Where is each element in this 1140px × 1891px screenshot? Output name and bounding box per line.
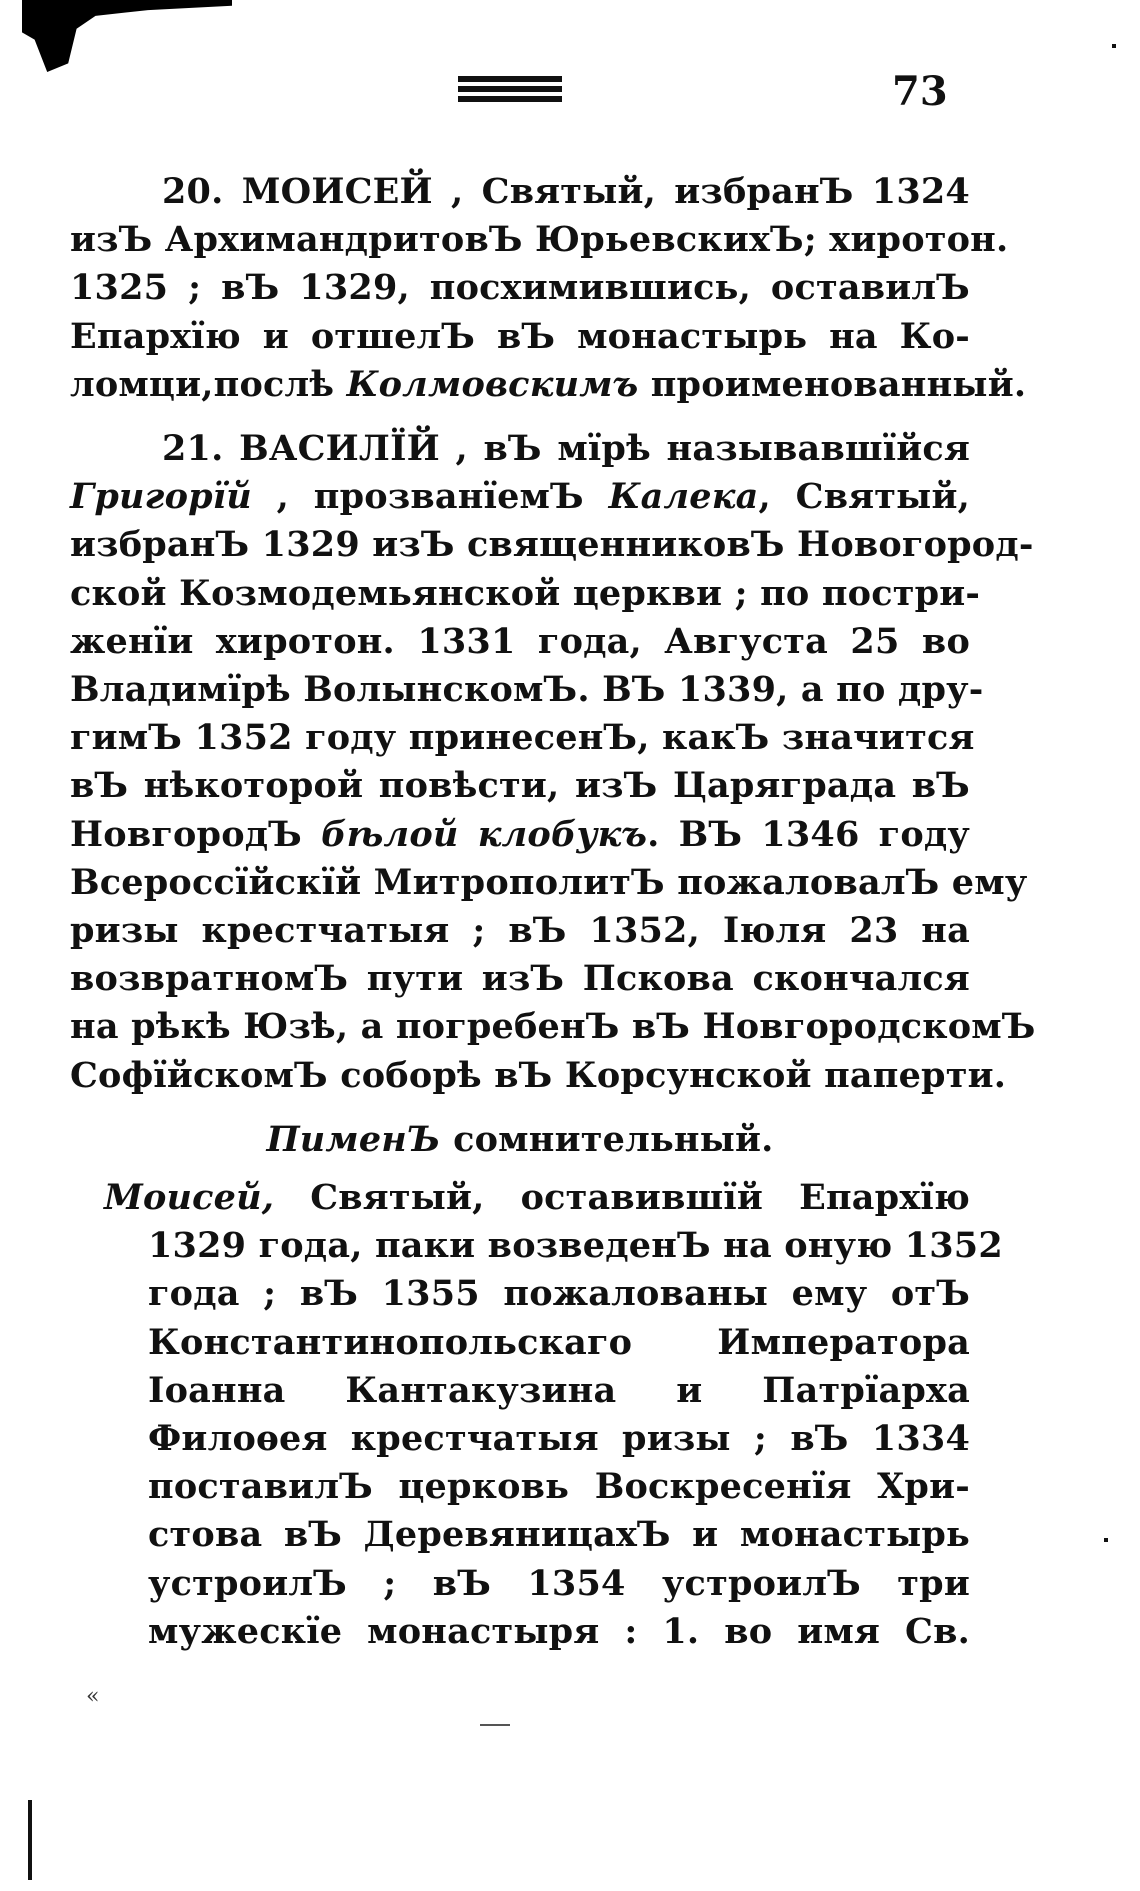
scan-blotch bbox=[22, 0, 232, 72]
text-line: Владимїрѣ ВолынскомЪ. ВЪ 1339, а по дру- bbox=[70, 669, 984, 711]
entry-moisei-second bbox=[70, 1174, 1003, 1656]
text-line: Моисей, Святый, оставившїй Епархїю bbox=[104, 1177, 970, 1219]
text-line: 21. ВАСИЛЇЙ , вЪ мїрѣ называвшїйся bbox=[162, 428, 970, 470]
text-line: ризы крестчатыя ; вЪ 1352, Іюля 23 на bbox=[70, 910, 970, 952]
text-line: мужескїе монастыря : 1. во имя Св. bbox=[148, 1610, 970, 1652]
text-line: ской Козмодемьянской церкви ; по постри- bbox=[70, 572, 981, 614]
footer-stray-mark: « bbox=[86, 1684, 100, 1709]
header-rule-ornament bbox=[458, 76, 562, 106]
text-line: СофїйскомЪ соборѣ вЪ Корсунской паперти. bbox=[70, 1054, 1007, 1096]
right-edge-mark bbox=[1112, 44, 1116, 48]
text-line: 1325 ; вЪ 1329, посхимившись, оставилЪ bbox=[70, 267, 970, 309]
text-line: избранЪ 1329 изЪ священниковЪ Новогород- bbox=[70, 524, 1034, 566]
text-line: возвратномЪ пути изЪ Пскова скончался bbox=[70, 958, 970, 1000]
left-edge-mark bbox=[28, 1800, 32, 1880]
right-dot-mark bbox=[1104, 1538, 1108, 1542]
section-heading-pimen: ПименЪ сомнительный. bbox=[266, 1118, 774, 1160]
text-line: НовгородЪ бѣлой клобукъ. ВЪ 1346 году bbox=[70, 813, 970, 855]
text-line: Григорїй , прозванїемЪ Калека, Святый, bbox=[70, 476, 970, 518]
text-line: 1329 года, паки возведенЪ на оную 1352 bbox=[148, 1225, 1003, 1267]
text-line: поставилЪ церковь Воскресенїя Хри- bbox=[148, 1466, 970, 1508]
text-line: Епархїю и отшелЪ вЪ монастырь на Ко- bbox=[70, 315, 970, 357]
text-line: Константинопольскаго Императора bbox=[148, 1321, 970, 1363]
entry-moisei-20 bbox=[70, 168, 1027, 409]
text-line: 20. МОИСЕЙ , Святый, избранЪ 1324 bbox=[162, 171, 970, 212]
text-line: изЪ АрхимандритовЪ ЮрьевскихЪ; хиротон. bbox=[70, 219, 1009, 261]
text-line: Филоѳея крестчатыя ризы ; вЪ 1334 bbox=[148, 1418, 970, 1460]
text-line: Іоанна Кантакузина и Патрїарха bbox=[148, 1369, 970, 1411]
entry-vasily-21 bbox=[70, 425, 1036, 1100]
text-line: гимЪ 1352 году принесенЪ, какЪ значится bbox=[70, 717, 975, 759]
text-line: вЪ нѣкоторой повѣсти, изЪ Царяграда вЪ bbox=[70, 765, 970, 807]
text-line: Всероссїйскїй МитрополитЪ пожаловалЪ ему bbox=[70, 861, 1028, 903]
text-line: ломци,послѣ Колмовскимъ проименованный. bbox=[70, 363, 1027, 405]
page-text-block bbox=[70, 168, 1036, 1672]
page-number: 73 bbox=[892, 68, 948, 115]
text-line: на рѣкѣ Юзѣ, а погребенЪ вЪ НовгородскомЪ bbox=[70, 1006, 1036, 1048]
footer-dash-mark bbox=[480, 1724, 510, 1726]
text-line: устроилЪ ; вЪ 1354 устроилЪ три bbox=[148, 1562, 970, 1604]
text-line: стова вЪ ДеревяницахЪ и монастырь bbox=[148, 1514, 970, 1556]
text-line: года ; вЪ 1355 пожалованы ему отЪ bbox=[148, 1273, 970, 1315]
text-line: женїи хиротон. 1331 года, Августа 25 во bbox=[70, 620, 970, 662]
